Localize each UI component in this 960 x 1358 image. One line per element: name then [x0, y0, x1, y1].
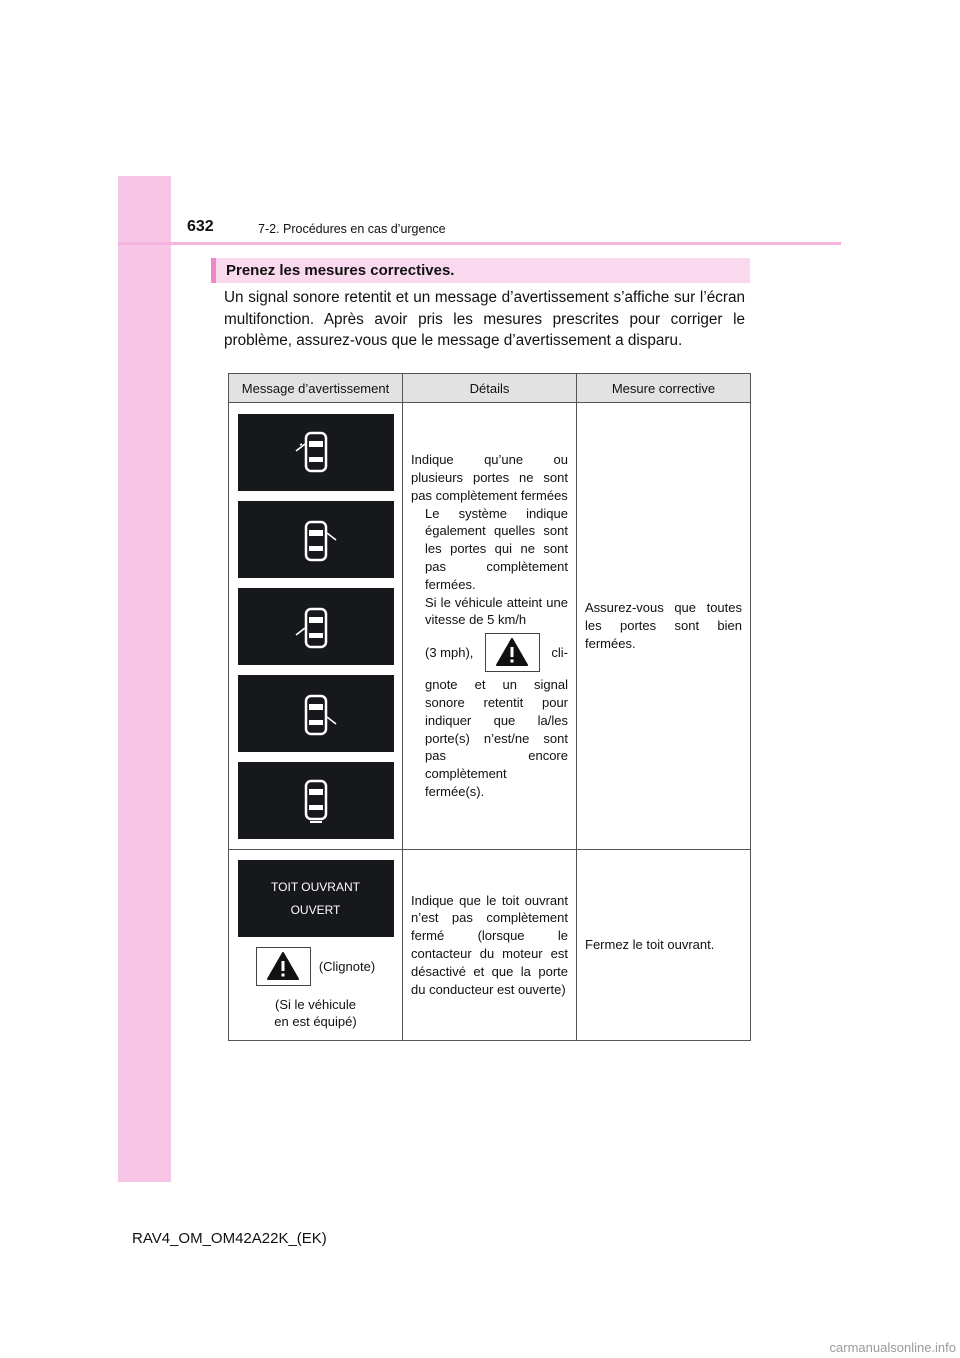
table-header-row [229, 374, 751, 403]
equipped-note [229, 996, 402, 1030]
col-header-details: Détails [403, 374, 577, 403]
table-row [229, 850, 751, 1041]
door-screens-cell [229, 403, 403, 850]
section-title: 7-2. Procédures en cas d’urgence [258, 222, 446, 236]
warning-table [228, 373, 751, 1041]
sunroof-screen-line2: OUVERT [290, 903, 341, 917]
table-row [229, 403, 751, 850]
watermark: carmanualsonline.info [829, 1340, 956, 1355]
side-band [118, 176, 171, 1182]
door-details-after: gnote et un signal sonore retentit pour indiquer que la/les porte(s) n’est/ne sont pas encore complètement fermée(s). [425, 677, 568, 799]
door-details-intro: Indique qu’une ou plusieurs portes ne sont pas complètement fermées [411, 452, 568, 503]
door-details-sub1: Le système indique également quelles sont les portes qui ne sont pas complètement fermées. [425, 505, 568, 592]
warning-icon-box [256, 947, 311, 986]
blink-row [229, 947, 402, 986]
door-rear-left-open-icon [238, 588, 394, 665]
heading-text: Prenez les mesures correctives. [226, 262, 455, 279]
equipped-line2: en est équipé) [274, 1014, 357, 1029]
warning-icon-box [485, 633, 540, 672]
door-details-cell [403, 403, 577, 850]
sunroof-details-cell: Indique que le toit ouvrant n’est pas complètement fermé (lorsque le contacteur du moteur est désactivé et que la porte du conducteur est ouverte) [403, 850, 577, 1041]
door-front-left-open-icon [238, 414, 394, 491]
door-screen-1 [238, 414, 394, 491]
equipped-line1: (Si le véhicule [275, 997, 356, 1012]
door-front-right-open-icon [238, 501, 394, 578]
page-number: 632 [187, 218, 214, 235]
door-screen-3 [238, 588, 394, 665]
intro-paragraph: Un signal sonore retentit et un message d’avertissement s’affiche sur l’écran multifonction. Après avoir pris les mesures prescrites pour corriger le problème, assurez-vous que le message d’avertissement a disparu. [224, 289, 745, 349]
sunroof-screen [238, 860, 394, 937]
warning-triangle-icon [266, 951, 300, 981]
header-rule [118, 242, 841, 245]
door-details-speed: Si le véhicule atteint une vitesse de 5 km/h [425, 594, 568, 628]
door-screen-5 [238, 762, 394, 839]
footer-code: RAV4_OM_OM42A22K_(EK) [132, 1230, 327, 1247]
sunroof-screen-line1: TOIT OUVRANT [271, 880, 360, 894]
heading-bar [211, 258, 750, 283]
col-header-action: Mesure corrective [577, 374, 751, 403]
blink-label: (Clignote) [318, 959, 376, 974]
door-screen-2 [238, 501, 394, 578]
door-details-sub2 [425, 594, 568, 801]
door-details-warning-line [425, 633, 568, 672]
door-rear-right-open-icon [238, 675, 394, 752]
door-action-cell: Assurez-vous que toutes les portes sont bien fermées. [577, 403, 751, 850]
sunroof-screen-cell [229, 850, 403, 1041]
sunroof-action-cell: Fermez le toit ouvrant. [577, 850, 751, 1041]
door-screen-4 [238, 675, 394, 752]
tailgate-open-icon [238, 762, 394, 839]
warning-triangle-icon [495, 637, 529, 667]
door-details-mph: (3 mph), [425, 644, 474, 660]
col-header-message: Message d’avertissement [229, 374, 403, 403]
door-details-cli: cli- [551, 644, 568, 660]
